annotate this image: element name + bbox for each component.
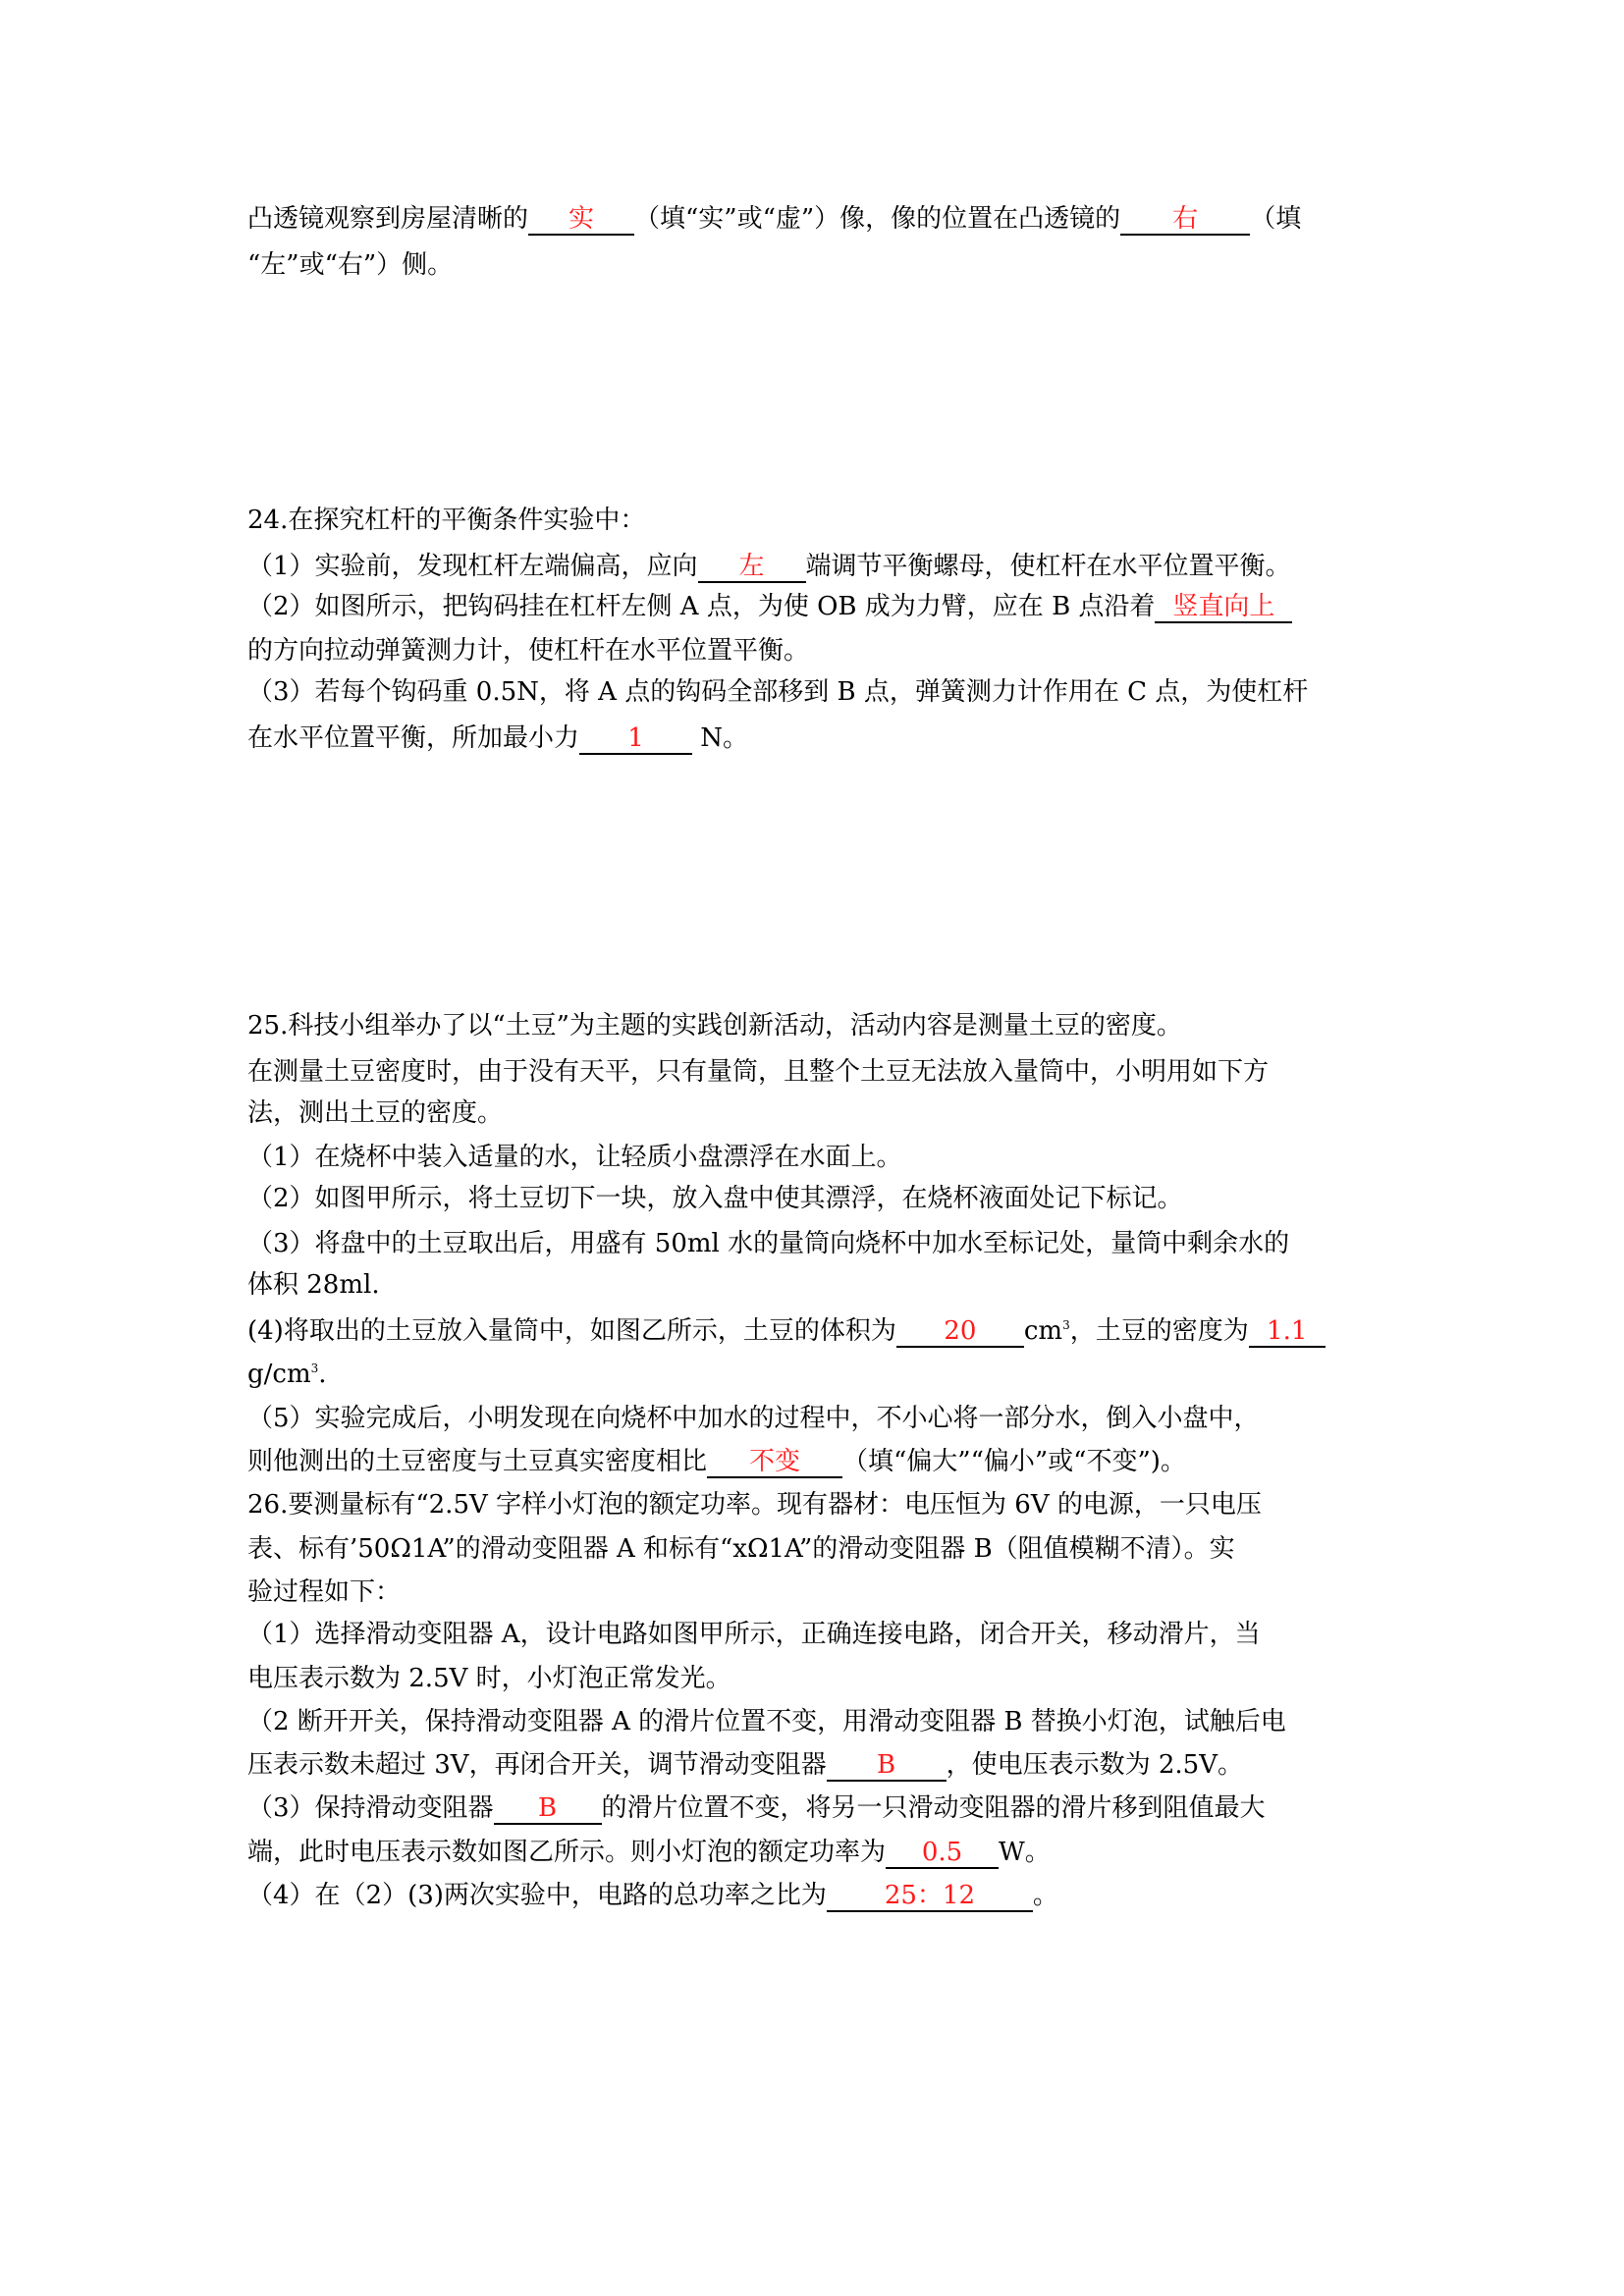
sentence-part: 。 <box>1032 1881 1058 1910</box>
answer-text: 20 <box>944 1316 977 1346</box>
text-line: 法，测出土豆的密度。 <box>247 1098 504 1128</box>
sentence-part: （填“实”或“虚”）像，像的位置在凸透镜的 <box>634 204 1121 234</box>
text-line <box>247 1838 1051 1869</box>
sentence-part: 压表示数未超过 3V，再闭合开关，调节滑动变阻器 <box>247 1750 827 1780</box>
text-line: 在测量土豆密度时，由于没有天平，只有量筒，且整个土豆无法放入量筒中，小明用如下方 <box>247 1057 1270 1087</box>
text-line: （5）实验完成后，小明发现在向烧杯中加水的过程中，不小心将一部分水，倒入小盘中， <box>247 1404 1260 1433</box>
question-25-title: 25.科技小组举办了以“土豆”为主题的实践创新活动，活动内容是测量土豆的密度。 <box>247 1011 1182 1041</box>
text-line <box>247 204 1301 236</box>
answer-text: 不变 <box>749 1447 801 1476</box>
answer-text: 实 <box>568 204 595 234</box>
answer-text: 0.5 <box>921 1838 963 1867</box>
sentence-part: 在水平位置平衡，所加最小力 <box>247 723 580 753</box>
sentence-part: 凸透镜观察到房屋清晰的 <box>247 204 529 234</box>
answer-text: 右 <box>1172 204 1199 234</box>
text-line <box>247 1881 1058 1912</box>
superscript: 3 <box>310 1362 319 1375</box>
answer-text: 25：12 <box>884 1881 975 1910</box>
sentence-part: （填 <box>1250 204 1302 234</box>
text-line: 验过程如下： <box>247 1577 402 1607</box>
sentence-part: 端，此时电压表示数如图乙所示。则小灯泡的额定功率为 <box>247 1838 887 1867</box>
unit-text: cm <box>1023 1316 1063 1346</box>
answer-text: 1 <box>627 723 644 753</box>
answer-blank <box>1155 592 1292 623</box>
sentence-part: 的滑片位置不变，将另一只滑动变阻器的滑片移到阻值最大 <box>601 1793 1266 1823</box>
answer-blank <box>1120 204 1250 236</box>
text-line: （3）将盘中的土豆取出后，用盛有 50ml 水的量筒向烧杯中加水至标记处，量筒中剩余水的 <box>247 1229 1290 1258</box>
answer-blank <box>698 552 806 583</box>
sentence-part: （3）保持滑动变阻器 <box>247 1793 494 1823</box>
answer-blank <box>886 1838 999 1869</box>
sentence-part: (4)将取出的土豆放入量筒中，如图乙所示，土豆的体积为 <box>247 1316 896 1346</box>
text-line <box>247 1447 1186 1478</box>
superscript: 3 <box>1062 1318 1070 1332</box>
text-line: “左”或“右”）侧。 <box>247 250 454 280</box>
text-line <box>247 592 1292 623</box>
text-line <box>247 1360 327 1389</box>
sentence-part: （填“偏大”“偏小”或“不变”)。 <box>842 1447 1186 1476</box>
text-line <box>247 723 748 755</box>
sentence-part: ，土豆的密度为 <box>1069 1316 1249 1346</box>
text-line <box>247 1793 1266 1825</box>
sentence-part: 端调节平衡螺母，使杠杆在水平位置平衡。 <box>805 552 1291 581</box>
answer-blank <box>896 1316 1024 1348</box>
unit-text: g/cm <box>247 1360 311 1389</box>
text-line: （3）若每个钩码重 0.5N，将 A 点的钩码全部移到 B 点，弹簧测力计作用在 C 点，为使杠杆 <box>247 677 1309 707</box>
text-line: （1）选择滑动变阻器 A，设计电路如图甲所示，正确连接电路，闭合开关，移动滑片，当 <box>247 1620 1261 1649</box>
answer-text: 竖直向上 <box>1172 592 1275 621</box>
answer-text: 1.1 <box>1267 1316 1308 1346</box>
text-line <box>247 1750 1243 1782</box>
text-line: （1）在烧杯中装入适量的水，让轻质小盘漂浮在水面上。 <box>247 1143 902 1172</box>
answer-blank <box>707 1447 842 1478</box>
text-line: 的方向拉动弹簧测力计，使杠杆在水平位置平衡。 <box>247 636 810 666</box>
answer-blank <box>579 723 692 755</box>
answer-blank <box>827 1750 947 1782</box>
sentence-part: 则他测出的土豆密度与土豆真实密度相比 <box>247 1447 708 1476</box>
sentence-part: ，使电压表示数为 2.5V。 <box>946 1750 1243 1780</box>
text-line: （2）如图甲所示，将土豆切下一块，放入盘中使其漂浮，在烧杯液面处记下标记。 <box>247 1184 1183 1213</box>
sentence-part: W。 <box>999 1838 1051 1867</box>
text-line: 表、标有’50Ω1A”的滑动变阻器 A 和标有“xΩ1A”的滑动变阻器 B（阻值模糊不清）。实 <box>247 1534 1235 1564</box>
sentence-part: . <box>318 1360 327 1389</box>
answer-blank <box>1249 1316 1326 1348</box>
answer-text: 左 <box>738 552 765 581</box>
answer-blank <box>827 1881 1033 1912</box>
text-line: 电压表示数为 2.5V 时，小灯泡正常发光。 <box>247 1664 731 1693</box>
text-line: （2 断开开关，保持滑动变阻器 A 的滑片位置不变，用滑动变阻器 B 替换小灯泡，试触后电 <box>247 1707 1286 1736</box>
question-24-title: 24.在探究杠杆的平衡条件实验中： <box>247 506 646 535</box>
text-line <box>247 552 1291 583</box>
answer-blank <box>528 204 634 236</box>
text-line <box>247 1316 1326 1348</box>
text-line: 体积 28ml. <box>247 1270 380 1300</box>
sentence-part: （4）在（2）(3)两次实验中，电路的总功率之比为 <box>247 1881 827 1910</box>
answer-text: B <box>877 1750 896 1780</box>
answer-blank <box>494 1793 602 1825</box>
answer-text: B <box>537 1793 558 1823</box>
sentence-part: N。 <box>692 723 749 753</box>
sentence-part: （2）如图所示，把钩码挂在杠杆左侧 A 点，为使 OB 成为力臂，应在 B 点沿着 <box>247 592 1156 621</box>
sentence-part: （1）实验前，发现杠杆左端偏高，应向 <box>247 552 698 581</box>
question-26-title: 26.要测量标有“2.5V 字样小灯泡的额定功率。现有器材：电压恒为 6V 的电源，一只电压 <box>247 1490 1262 1520</box>
